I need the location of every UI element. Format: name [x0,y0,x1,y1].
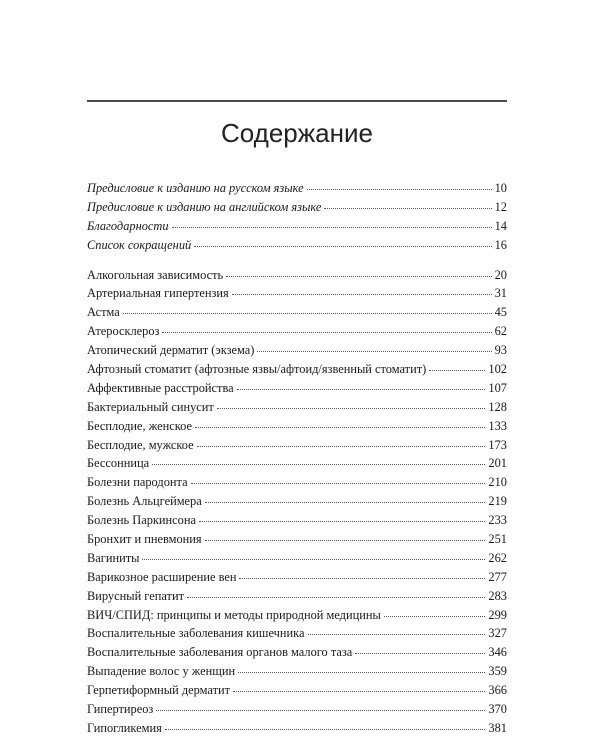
toc-entry-title: Бесплодие, мужское [87,437,194,452]
toc-entry[interactable] [87,398,507,417]
toc-entry-page-number: 359 [488,664,507,679]
toc-entry[interactable] [87,217,507,236]
toc-entry-page-number: 93 [494,343,507,358]
toc-entry-page-number: 327 [488,626,507,641]
toc-entry[interactable] [87,568,507,587]
toc-entry-title: Гипертиреоз [87,702,154,717]
toc-entry-title: Бессонница [87,456,150,471]
toc-entry[interactable] [87,322,507,341]
dot-leader [195,426,485,428]
toc-entry-title: Афтозный стоматит (афтозные язвы/афтоид/язвенный стоматит) [87,362,427,377]
dot-leader [152,463,485,465]
toc-entry[interactable] [87,284,507,303]
toc-entry-page-number: 210 [488,475,507,490]
toc-entry-title: Болезнь Паркинсона [87,513,197,528]
toc-entry-title: Список сокращений [87,237,192,252]
toc-entry-page-number: 16 [494,237,507,252]
dot-leader [187,596,485,598]
toc-entry-title: Воспалительные заболевания кишечника [87,626,305,641]
toc-entry-title: Атопический дерматит (экзема) [87,343,255,358]
toc-entry-title: Воспалительные заболевания органов малого таза [87,645,353,660]
toc-entry-page-number: 133 [488,418,507,433]
dot-leader [237,388,486,390]
toc-entry-title: Болезнь Альцгеймера [87,494,202,509]
toc-entry[interactable] [87,473,507,492]
toc-entry-page-number: 251 [488,532,507,547]
toc-entry-page-number: 14 [494,218,507,233]
toc-entry-page-number: 107 [488,380,507,395]
dot-leader [308,633,486,635]
toc-entry-page-number: 20 [494,267,507,282]
toc-entry[interactable] [87,492,507,511]
toc-entry[interactable] [87,719,507,738]
dot-leader [307,188,492,190]
toc-entry-page-number: 45 [494,305,507,320]
toc-entry[interactable] [87,454,507,473]
toc-entry-title: Атеросклероз [87,324,160,339]
toc-entry[interactable] [87,198,507,217]
toc-entry-page-number: 277 [488,569,507,584]
toc-entry-title: Бесплодие, женское [87,418,192,433]
toc-entry[interactable] [87,662,507,681]
toc-entry-page-number: 173 [488,437,507,452]
toc-entry[interactable] [87,700,507,719]
chapter-list [87,266,507,738]
toc-entry[interactable] [87,266,507,285]
toc-entry-title: Артериальная гипертензия [87,286,229,301]
dot-leader [142,558,485,560]
toc-entry-page-number: 12 [494,199,507,214]
dot-leader [172,226,492,228]
dot-leader [257,350,491,352]
toc-entry-title: Астма [87,305,120,320]
dot-leader [205,539,486,541]
toc-entry[interactable] [87,360,507,379]
top-rule [87,100,507,102]
dot-leader [194,245,491,247]
toc-entry-page-number: 299 [488,607,507,622]
toc-entry-page-number: 62 [494,324,507,339]
toc-entry-page-number: 283 [488,588,507,603]
toc-entry[interactable] [87,530,507,549]
toc-entry[interactable] [87,341,507,360]
toc-entry-title: Предисловие к изданию на русском языке [87,181,304,195]
dot-leader [226,275,491,277]
dot-leader [165,728,486,730]
section-gap [87,255,507,266]
toc-entry[interactable] [87,303,507,322]
dot-leader [239,577,485,579]
toc-entry[interactable] [87,379,507,398]
toc-entry-page-number: 381 [488,720,507,735]
toc-entry[interactable] [87,436,507,455]
dot-leader [191,482,486,484]
front-matter-list [87,179,507,255]
dot-leader [238,671,485,673]
dot-leader [233,690,485,692]
toc-entry-page-number: 31 [494,286,507,301]
toc-entry-title: Аффективные расстройства [87,380,234,395]
toc-entry-title: Болезни пародонта [87,475,188,490]
toc-entry-page-number: 233 [488,513,507,528]
toc-entry-page-number: 346 [488,645,507,660]
toc-entry[interactable] [87,681,507,700]
toc-entry-title: Благодарности [87,218,169,233]
toc-entry-page-number: 128 [488,399,507,414]
toc-entry-title: Вагиниты [87,550,140,565]
toc-entry-title: Выпадение волос у женщин [87,664,236,679]
toc-entry-page-number: 10 [494,181,507,195]
dot-leader [384,615,486,617]
toc-entry-page-number: 366 [488,683,507,698]
toc-entry[interactable] [87,624,507,643]
toc-entry-page-number: 102 [488,362,507,377]
dot-leader [199,520,485,522]
toc-entry-title: Бактериальный синусит [87,399,214,414]
toc-entry[interactable] [87,587,507,606]
toc-entry-title: Вирусный гепатит [87,588,184,603]
toc-entry-title: Предисловие к изданию на английском языке [87,199,322,214]
toc-entry-title: Алкогольная зависимость [87,267,224,282]
toc-entry[interactable] [87,417,507,436]
toc-entry[interactable] [87,179,507,198]
dot-leader [429,369,485,371]
toc-entry[interactable] [87,236,507,255]
toc-entry-page-number: 201 [488,456,507,471]
toc-entry-title: ВИЧ/СПИД: принципы и методы природной медицины [87,607,381,622]
dot-leader [324,207,491,209]
dot-leader [232,293,492,295]
toc-entry-title: Герпетиформный дерматит [87,683,231,698]
toc-entry[interactable] [87,511,507,530]
dot-leader [156,709,485,711]
toc-entry-title: Варикозное расширение вен [87,569,237,584]
toc-entry-page-number: 262 [488,550,507,565]
toc-entry[interactable] [87,549,507,568]
dot-leader [217,407,486,409]
dot-leader [123,312,492,314]
toc-entry-title: Гипогликемия [87,720,162,735]
dot-leader [197,445,486,447]
toc-entry-page-number: 370 [488,702,507,717]
dot-leader [355,652,485,654]
page-title: Содержание [221,118,373,148]
toc-entry[interactable] [87,606,507,625]
toc-entry-page-number: 219 [488,494,507,509]
toc-entry[interactable] [87,643,507,662]
table-of-contents [87,179,507,738]
toc-entry-title: Бронхит и пневмония [87,532,202,547]
dot-leader [162,331,491,333]
dot-leader [205,501,486,503]
